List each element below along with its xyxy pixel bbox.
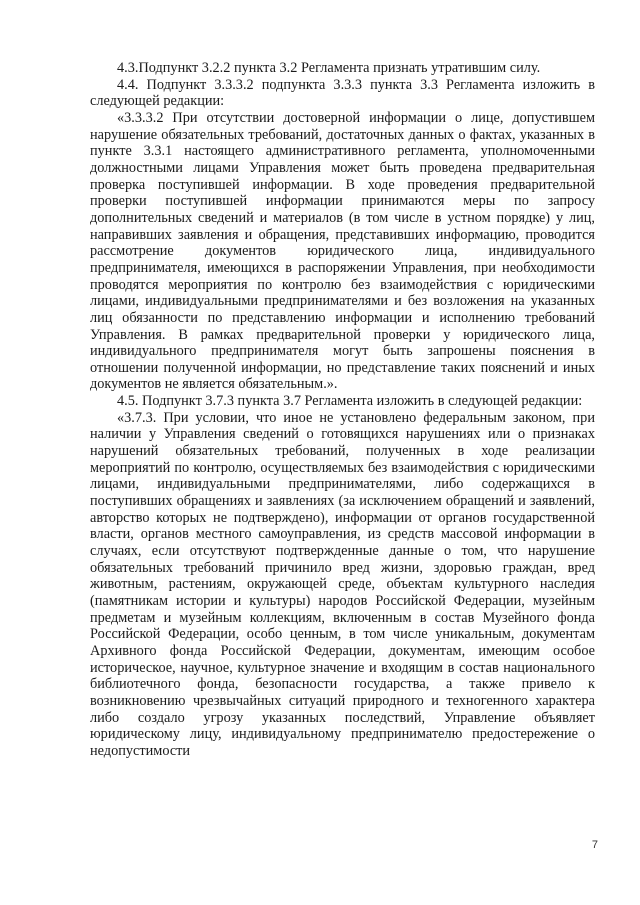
- page-number: 7: [591, 839, 598, 851]
- quoted-paragraph-3-7-3: «3.7.3. При условии, что иное не установлено федеральным законом, при наличии у Управления сведений о готовящихся нарушениях или о признаках нарушений обязательных требований, полученных в ходе реализации мероприятий по контролю, осуществляемых без взаимодействия с юридическими лицами, индивидуальными предпринимателями, либо содержащихся в поступивших обращениях и заявлениях (за исключением обращений и заявлений, авторство которых не подтверждено), информации от органов государственной власти, органов местного самоуправления, из средств массовой информации в случаях, если отсутствуют подтвержденные данные о том, что нарушение обязательных требований причинило вред жизни, здоровью граждан, вред животным, растениям, окружающей среде, объектам культурного наследия (памятникам истории и культуры) народов Российской Федерации, музейным предметам и музейным коллекциям, включенным в состав Музейного фонда Российской Федерации, особо ценным, в том числе уникальным, документам Архивного фонда Российской Федерации, документам, имеющим особое историческое, научное, культурное значение и входящим в состав национального библиотечного фонда, безопасности государства, а также привело к возникновению чрезвычайных ситуаций природного и техногенного характера либо создало угрозу указанных последствий, Управление объявляет юридическому лицу, индивидуальному предпринимателю предостережение о недопустимости: [90, 409, 595, 759]
- document-body: [90, 60, 595, 760]
- quoted-paragraph-3-3-3-2: «3.3.3.2 При отсутствии достоверной информации о лице, допустившем нарушение обязательных требований, достаточных данных о фактах, указанных в пункте 3.3.1 настоящего административного регламента, уполномоченными должностными лицами Управления может быть проведена предварительная проверка поступившей информации. В ходе проведения предварительной проверки поступившей информации принимаются меры по запросу дополнительных сведений и материалов (в том числе в устном порядке) у лиц, направивших заявления и обращения, представивших информацию, проводится рассмотрение документов юридического лица, индивидуального предпринимателя, имеющихся в распоряжении Управления, при необходимости проводятся мероприятия по контролю без взаимодействия с юридическими лицами, индивидуальными предпринимателями и без возложения на указанных лиц обязанности по представлению информации и исполнению требований Управления. В рамках предварительной проверки у юридического лица, индивидуального предпринимателя могут быть запрошены пояснения в отношении полученной информации, но представление таких пояснений и иных документов не является обязательным.».: [90, 109, 595, 393]
- paragraph-4-3: 4.3.Подпункт 3.2.2 пункта 3.2 Регламента признать утратившим силу.: [117, 60, 541, 76]
- paragraph-4-5: 4.5. Подпункт 3.7.3 пункта 3.7 Регламента изложить в следующей редакции:: [117, 393, 583, 410]
- paragraph-4-4: 4.4. Подпункт 3.3.3.2 подпункта 3.3.3 пункта 3.3 Регламента изложить в следующей редакции:: [90, 76, 595, 110]
